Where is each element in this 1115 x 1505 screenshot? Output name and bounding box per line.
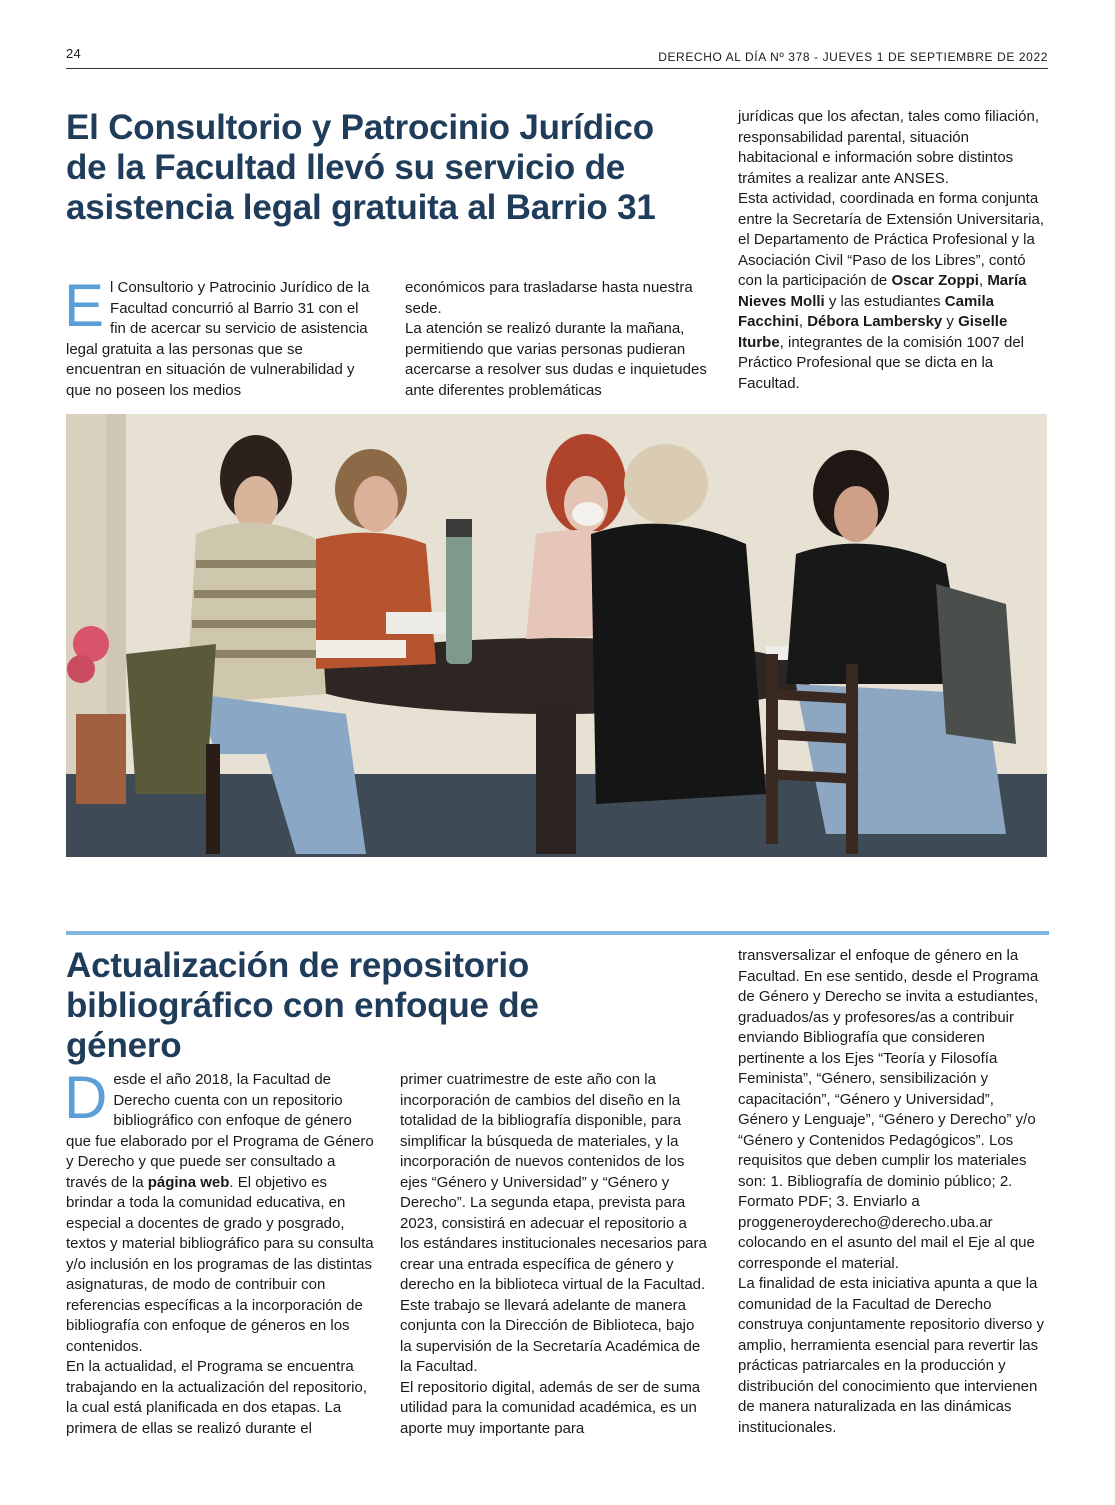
article1-column-3 [738, 107, 1047, 394]
page-header [66, 44, 1048, 69]
article2-paragraph: primer cuatrimestre de este año con la incorporación de cambios del diseño en la totalidad de la bibliografía disponible, para simplificar la búsqueda de materiales, y la incorporación de nuevos contenidos de los ejes “Género y Universidad” y “Género y Derecho”. La segunda etapa, prevista para 2023, consistirá en adecuar el repositorio a los estándares institucionales necesarios para crear una entrada específica de género y derecho en la biblioteca virtual de la Facultad. Este trabajo se llevará adelante de manera conjunta con la Dirección de Biblioteca, bajo la supervisión de la Secretaría Académica de la Facultad. [400, 1071, 707, 1375]
text-run: , [978, 272, 988, 289]
web-page-link[interactable]: página web [147, 1173, 230, 1191]
article1-col1-text: l Consultorio y Patrocinio Jurídico de la Facultad concurrió al Barrio 31 con el fin de acercar su servicio de asistencia legal gratuita a las personas que se encuentran en situación de vulnerabilidad y que no poseen los medios [66, 279, 370, 399]
article2-paragraph: El repositorio digital, además de ser de suma utilidad para la comunidad académica, es un aporte muy importante para [400, 1378, 701, 1437]
article2-column-3 [738, 946, 1047, 1438]
article2-paragraph: La finalidad de esta iniciativa apunta a que la comunidad de la Facultad de Derecho construya conjuntamente repositorio diverso y amplio, herramienta esencial para revertir las prácticas patriarcales en la producción y distribución del conocimiento que intervienen de manera naturalizada en las dinámicas institucionales. [738, 1275, 1044, 1436]
text-run: esde el año 2018, la Facultad de Derecho cuenta con un repositorio bibliográfico con enfoque de género que fue elaborado por el Programa de Género y Derecho y que puede ser consultado a través de la [66, 1071, 374, 1191]
participant-name: Débora Lambersky [807, 313, 943, 330]
article2-column-1 [64, 1064, 375, 1439]
article1-paragraph: La atención se realizó durante la mañana, permitiendo que varias personas pudieran acercarse a resolver sus dudas e inquietudes ante diferentes problemáticas [405, 320, 707, 399]
running-head: DERECHO AL DÍA Nº 378 - JUEVES 1 DE SEPTIEMBRE DE 2022 [658, 50, 1048, 64]
dropcap: E [64, 272, 105, 339]
page-number: 24 [66, 46, 82, 61]
participant-name: María Nieves Molli [738, 272, 1027, 310]
article2-headline: Actualización de repositorio bibliográfico con enfoque de género [66, 946, 539, 1065]
article1-paragraph [64, 272, 375, 401]
article1-photo [66, 414, 1047, 857]
article1-paragraph: jurídicas que los afectan, tales como filiación, responsabilidad parental, situación habitacional e información sobre distintos trámites a realizar ante ANSES. [738, 108, 1039, 187]
article1-column-1 [64, 272, 375, 401]
article2-column-2 [400, 1070, 709, 1439]
participant-name: Oscar Zoppi [891, 272, 979, 289]
participant-name: Giselle Iturbe [738, 313, 1008, 351]
text-run: y [942, 313, 959, 330]
article1-column-2 [405, 278, 714, 401]
participant-name: Camila Facchini [738, 292, 994, 330]
text-run: Esta actividad, coordinada en forma conjunta entre la Secretaría de Extensión Universitaria, el Departamento de Práctica Profesional y la Asociación Civil “Paso de los Libres”, contó con la participación de [738, 190, 1044, 289]
article2-paragraph: transversalizar el enfoque de género en la Facultad. En ese sentido, desde el Programa de Género y Derecho se invita a estudiantes, graduados/as y profesores/as a contribuir enviando Bibliografía que consideren pertinente a los Ejes “Teoría y Filosofía Feminista”, “Género, sensibilización y capacitación”, “Género y Universidad”, Género y Lenguaje”, “Género y Derecho” y/o “Género y Contenidos Pedagógicos”. Los requisitos que deben cumplir los materiales son: 1. Bibliografía de dominio público; 2. Formato PDF; 3. Enviarlo a proggeneroyderecho@derecho.uba.ar colocando en el asunto del mail el Eje al que corresponde el material. [738, 947, 1039, 1272]
text-run: . El objetivo es brindar a toda la comunidad educativa, en especial a docentes de grado y posgrado, textos y material bibliográfico para su consulta y/o inclusión en los programas de las distintas asignaturas, de modo de contribuir con referencias específicas a la incorporación de bibliografía con enfoque de géneros en los contenidos. [66, 1173, 374, 1355]
dropcap: D [64, 1064, 108, 1131]
text-run: y las estudiantes [824, 292, 945, 310]
article1-paragraph [738, 189, 1047, 394]
article1-paragraph: económicos para trasladarse hasta nuestra sede. [405, 279, 693, 317]
text-run: , integrantes de la comisión 1007 del Práctico Profesional que se dicta en la Facultad. [738, 333, 1024, 392]
article1-headline: El Consultorio y Patrocinio Jurídico de la Facultad llevó su servicio de asistencia legal gratuita al Barrio 31 [66, 108, 656, 227]
article2-paragraph [64, 1064, 375, 1357]
section-divider [66, 931, 1049, 935]
text-run: , [798, 313, 808, 330]
article2-paragraph: En la actualidad, el Programa se encuentra trabajando en la actualización del repositorio, la cual está planificada en dos etapas. La primera de ellas se realizó durante el [66, 1358, 368, 1437]
